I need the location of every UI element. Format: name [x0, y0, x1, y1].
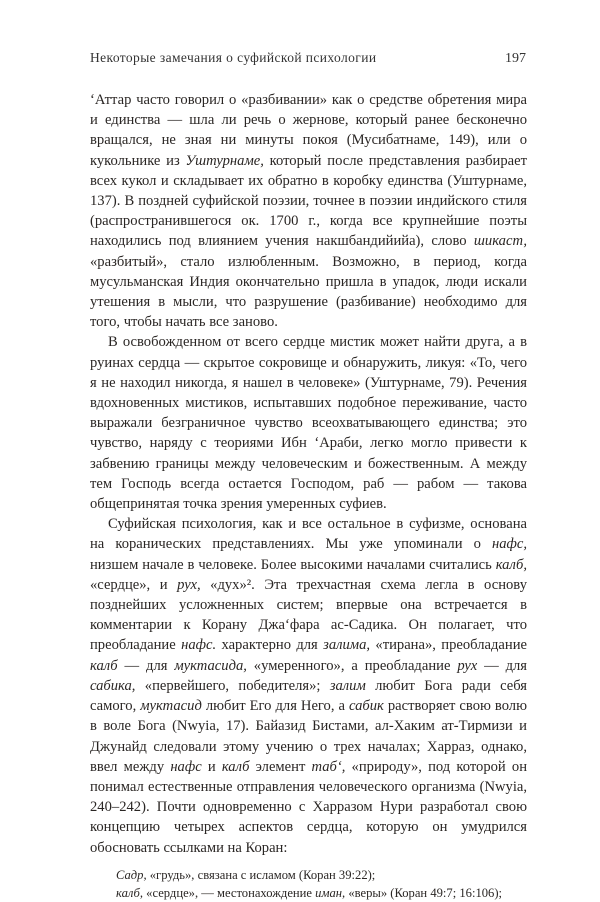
text-run: «сердце», — местонахождение	[143, 885, 316, 900]
body-text	[90, 90, 527, 902]
text-run: «грудь», связана с исламом (Коран 39:22);	[146, 867, 376, 882]
text-run: — для	[117, 657, 175, 674]
text-run: Суфийская психология, как и все остальное в суфизме, основана на коранических представлениях. Мы уже упоминали о	[90, 516, 527, 553]
text-run: «дух»². Эта трехчастная схема легла в основу позднейших усложненных систем; впервые она встречается в комментарии к Корану Джа‘фара ас-Садика. Он полагает, что преобладание	[90, 576, 527, 654]
italic-term: залим	[329, 677, 366, 694]
quote-line	[116, 866, 527, 884]
italic-term: сабика,	[90, 677, 136, 694]
italic-term: калб	[90, 657, 118, 674]
text-run: низшем начале в человеке. Более высокими началами считались	[90, 556, 496, 573]
quote-list	[116, 866, 527, 902]
italic-term: таб‘,	[311, 758, 346, 775]
text-run: который после представления разбирает всех кукол и складывает их обратно в коробку единства (Уштурнаме, 137). В поздней суфийской поэзии, точнее в поэзии индийского стиля (распространившегося ок. 1700 г., когда все крупнейшие поэты находились под влиянием учения накшбандийийа), слово	[90, 152, 527, 250]
text-run: растворяет свою волю в воле Бога (Nwyia, 17). Байазид Бистами, ал-Хаким ат-Тирмизи и Джунайд следовали этому учению о трех началах; Харраз, однако, ввел между	[90, 698, 527, 775]
quote-line	[116, 884, 527, 902]
paragraph-list	[90, 90, 527, 858]
italic-term: муктасида,	[174, 657, 247, 674]
text-run: В освобожденном от всего сердце мистик может найти друга, а в руинах сердца — скрытое сокровище и обнаружить, ликуя: «То, чего я не находил никогда, я нашел в человеке» (Уштурнаме, 79). Речения вдохновенных мистиков, испытавших подобное переживание, часто выражали безграничное чувство всеохватывающего единства; это чувство, наряду с теориями Ибн ‘Араби, легко могло привести к забвению границы между человеческим и божественным. А между тем Господь всегда остается Господом, раб — рабом — такова общепринятая точка зрения умеренных суфиев.	[90, 334, 527, 513]
text-run: любит Бога ради себя самого,	[90, 677, 528, 715]
italic-term: муктасид	[140, 698, 202, 715]
text-run: «тирана», преобладание	[370, 637, 527, 654]
italic-term: нафс.	[181, 637, 217, 654]
text-run: «умеренного», а преобладание	[246, 657, 458, 674]
text-run: — для	[477, 657, 528, 674]
italic-term: иман,	[315, 885, 346, 900]
text-run: элемент	[249, 758, 312, 775]
italic-term: Садр,	[116, 867, 147, 882]
italic-term: калб,	[116, 885, 144, 900]
running-header	[90, 50, 526, 67]
paragraph	[90, 90, 527, 332]
italic-term: калб	[221, 758, 250, 775]
italic-term: шикаст,	[473, 233, 527, 250]
italic-term: калб,	[495, 556, 527, 573]
italic-term: рух,	[177, 576, 201, 593]
text-run: «первейшего, победителя»;	[135, 677, 330, 694]
paragraph	[90, 332, 527, 514]
text-run: ‘Аттар часто говорил о «разбивании» как о средстве обретения мира и единства — шла ли речь о жернове, который ранее бесконечно вращался, не зная ни минуты покоя (Мусибатнаме, 149), или о кукольнике из	[90, 92, 527, 169]
italic-term: рух	[457, 657, 478, 674]
text-run: «разбитый», стало излюбленным. Возможно, в период, когда мусульманская Индия окончательно пришла в упадок, люди искали утешения в мысли, что разрушение (разбивание) необходимо для того, чтобы начать все заново.	[90, 253, 527, 331]
running-title: Некоторые замечания о суфийской психологии	[90, 50, 377, 65]
italic-term: Уштурнаме,	[185, 152, 264, 169]
text-run: «веры» (Коран 49:7; 16:106);	[345, 885, 503, 900]
italic-term: нафс,	[491, 536, 527, 553]
italic-term: нафс	[170, 758, 202, 775]
text-run: «сердце», и	[90, 576, 178, 593]
page-number: 197	[505, 51, 526, 66]
text-run: характерно для	[216, 637, 324, 654]
text-run: и	[201, 758, 222, 775]
text-run: «природу», под которой он понимал естественные отправления человеческого организма (Nwyia, 240–242). Почти одновременно с Харразом Нури разработал свою концепцию четырех аспектов сердца, которую он умудрился обосновать ссылками на Коран:	[90, 758, 527, 856]
italic-term: сабик	[348, 698, 384, 715]
italic-term: залима,	[323, 637, 371, 654]
paragraph	[90, 514, 527, 857]
text-run: любит Его для Него, а	[201, 698, 349, 715]
